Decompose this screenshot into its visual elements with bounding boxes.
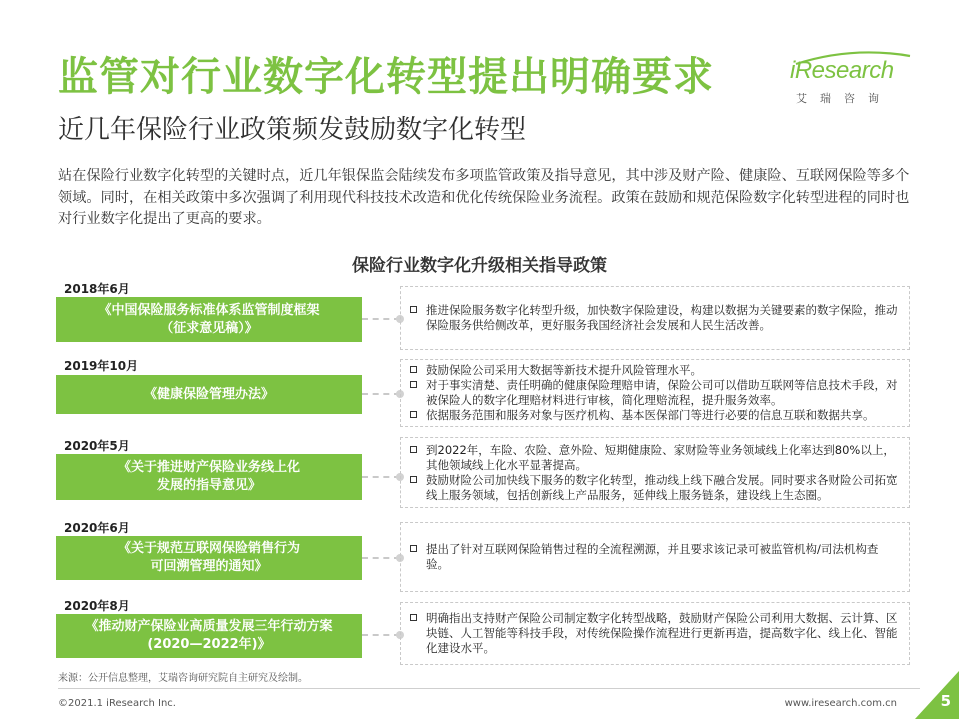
logo-word: iResearch — [790, 57, 894, 84]
policy-description-box — [400, 359, 910, 427]
policy-bullet-text: 依据服务范围和服务对象与医疗机构、基本医保部门等进行必要的信息互联和数据共享。 — [426, 408, 875, 422]
policy-name-line: 《关于推进财产保险业务线上化 — [117, 460, 300, 475]
policy-description-box — [400, 286, 910, 350]
chart-title: 保险行业数字化升级相关指导政策 — [352, 256, 607, 276]
policy-name-box — [56, 536, 362, 580]
policy-bullet — [409, 303, 901, 333]
policy-date: 2020年5月 — [64, 439, 130, 453]
policy-bullet — [409, 611, 901, 656]
policy-name-box — [56, 375, 362, 414]
connector-line — [362, 318, 400, 320]
page-number: 5 — [940, 692, 951, 710]
policy-date: 2018年6月 — [64, 282, 130, 296]
square-bullet-icon — [410, 545, 417, 552]
policy-name-line: 可回溯管理的通知》 — [150, 559, 268, 574]
source-note: 来源：公开信息整理，艾瑞咨询研究院自主研究及绘制。 — [58, 673, 308, 684]
square-bullet-icon — [410, 366, 417, 373]
connector-line — [362, 393, 400, 395]
policy-name-box — [56, 614, 362, 658]
website-link[interactable]: www.iresearch.com.cn — [784, 698, 897, 709]
policy-bullet-text: 到2022年，车险、农险、意外险、短期健康险、家财险等业务领域线上化率达到80%以上，其他领域线上化水平显著提高。 — [426, 442, 895, 472]
policy-name-box — [56, 297, 362, 342]
policy-name-line: （征求意见稿）》 — [160, 320, 258, 336]
policy-name-line: 《中国保险服务标准体系监管制度框架 — [98, 302, 320, 318]
policy-bullet — [409, 542, 901, 572]
copyright-text: ©2021.1 iResearch Inc. — [58, 698, 176, 709]
square-bullet-icon — [410, 306, 417, 313]
square-bullet-icon — [410, 446, 417, 453]
policy-bullet — [409, 363, 901, 378]
policy-bullet-text: 明确指出支持财产保险公司制定数字化转型战略，鼓励财产保险公司利用大数据、云计算、区块链、人工智能等科技手段，对传统保险操作流程进行更新再造，提高数字化、线上化、智能化建设水平。 — [426, 611, 898, 655]
policy-name-line: 《健康保险管理办法》 — [143, 386, 274, 402]
policy-date: 2020年8月 — [64, 599, 130, 613]
page-corner-icon — [915, 671, 959, 719]
policy-bullet — [409, 378, 901, 408]
square-bullet-icon — [410, 411, 417, 418]
policy-bullet — [409, 408, 901, 423]
policy-bullet-text: 推进保险服务数字化转型升级，加快数字保险建设，构建以数据为关键要素的数字保险，推动保险服务供给侧改革，更好服务我国经济社会发展和人民生活改善。 — [426, 303, 898, 332]
page-title: 监管对行业数字化转型提出明确要求 — [58, 54, 714, 100]
policy-description-box — [400, 522, 910, 592]
policy-bullet — [409, 473, 901, 503]
square-bullet-icon — [410, 381, 417, 388]
policy-bullet — [409, 443, 901, 473]
square-bullet-icon — [410, 614, 417, 621]
connector-line — [362, 557, 400, 559]
policy-date: 2020年6月 — [64, 521, 130, 535]
logo-chinese-name: 艾瑞咨询 — [796, 92, 892, 105]
policy-description-box — [400, 602, 910, 665]
intro-paragraph: 站在保险行业数字化转型的关键时点，近几年银保监会陆续发布多项监管政策及指导意见，其中涉及财产险、健康险、互联网保险等多个领域。同时，在相关政策中多次强调了利用现代科技技术改造和优化传统保险业务流程。政策在鼓励和规范保险数字化转型进程的同时也对行业数字化提出了更高的要求。 — [58, 168, 910, 227]
policy-bullet-text: 对于事实清楚、责任明确的健康保险理赔申请，保险公司可以借助互联网等信息技术手段，对被保险人的数字化理赔材料进行审核，简化理赔流程，提升服务效率。 — [426, 378, 898, 407]
footer-divider — [58, 688, 920, 689]
policy-name-line: (2020—2022年)》 — [147, 637, 271, 652]
policy-name-line: 《关于规范互联网保险销售行为 — [117, 541, 300, 556]
policy-date: 2019年10月 — [64, 359, 139, 373]
connector-line — [362, 634, 400, 636]
square-bullet-icon — [410, 476, 417, 483]
policy-name-line: 《推动财产保险业高质量发展三年行动方案 — [85, 619, 333, 634]
policy-name-box — [56, 454, 362, 500]
policy-bullet-text: 鼓励保险公司采用大数据等新技术提升风险管理水平。 — [426, 363, 702, 377]
connector-line — [362, 476, 400, 478]
iresearch-logo — [790, 56, 915, 112]
policy-bullet-text: 鼓励财险公司加快线下服务的数字化转型，推动线上线下融合发展。同时要求各财险公司拓宽线上服务领域，包括创新线上产品服务，延伸线上服务链条，建设线上生态圈。 — [426, 472, 898, 502]
policy-name-line: 发展的指导意见》 — [156, 478, 261, 493]
policy-description-box — [400, 437, 910, 508]
page-subtitle: 近几年保险行业政策频发鼓励数字化转型 — [58, 115, 527, 145]
policy-bullet-text: 提出了针对互联网保险销售过程的全流程溯源，并且要求该记录可被监管机构/司法机构查验。 — [426, 542, 879, 571]
